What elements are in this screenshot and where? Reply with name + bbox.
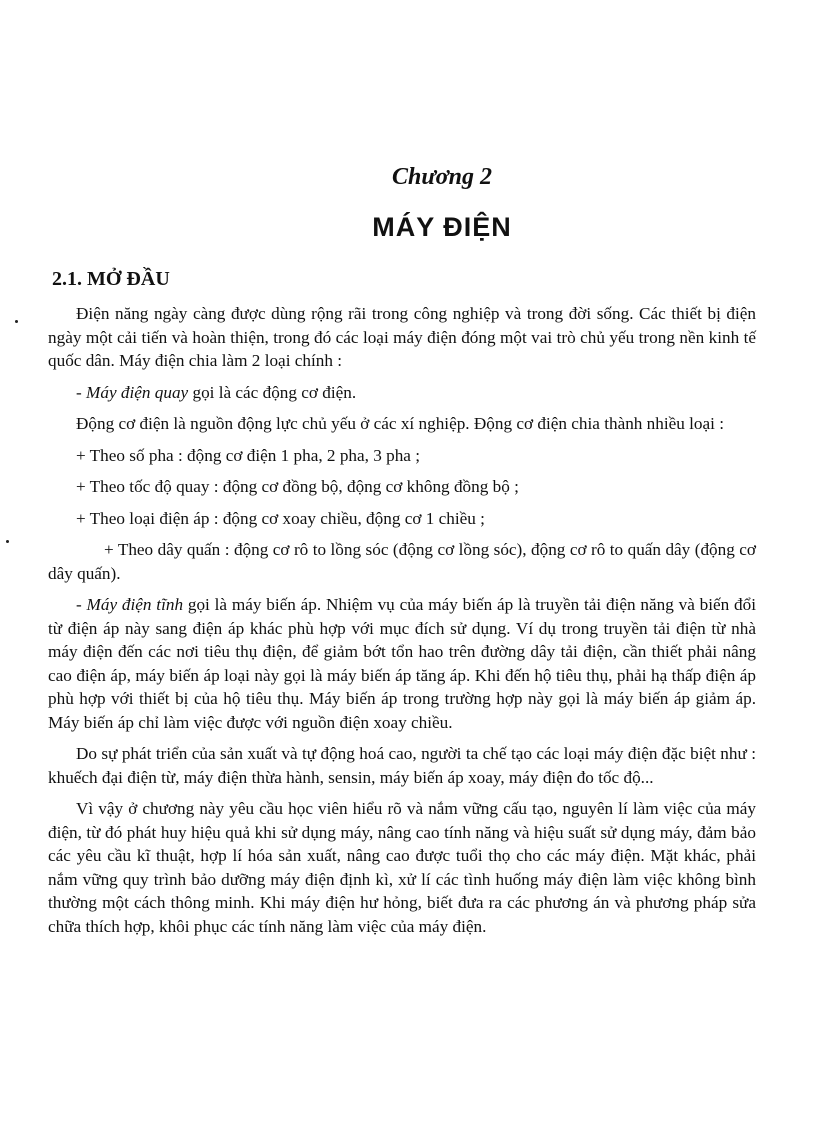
dash-prefix: -: [76, 382, 87, 402]
paragraph-special-machines: Do sự phát triển của sản xuất và tự động hoá cao, người ta chế tạo các loại máy điện đặc biệt như : khuếch đại điện từ, máy điện thừa hành, sensin, máy biến áp xoay, máy điện đo tốc độ...: [48, 744, 756, 787]
dash-prefix: -: [76, 595, 87, 614]
chapter-label: Chương 2: [392, 164, 492, 190]
list-item-phases: + Theo số pha : động cơ điện 1 pha, 2 pha, 3 pha ;: [76, 445, 421, 465]
chapter-title: MÁY ĐIỆN: [372, 212, 512, 242]
paragraph-motor-types: Động cơ điện là nguồn động lực chủ yếu ở các xí nghiệp. Động cơ điện chia thành nhiều loại :: [76, 414, 725, 433]
scan-speck: [6, 540, 9, 543]
list-item-speed: + Theo tốc độ quay : động cơ đồng bộ, động cơ không đồng bộ ;: [76, 477, 519, 496]
term-static-machine: Máy điện tĩnh: [86, 595, 184, 614]
list-item-winding: + Theo dây quấn : động cơ rô to lồng sóc (động cơ lồng sóc), động cơ rô to quấn dây (động cơ dây quấn).: [48, 540, 756, 583]
term-rotating-machine: Máy điện quay: [86, 382, 189, 402]
paragraph-text: gọi là các động cơ điện.: [188, 382, 357, 402]
paragraph-rotating-machines: [48, 381, 756, 405]
paragraph-static-machines: [48, 593, 756, 734]
body-text: [48, 302, 756, 946]
section-heading: 2.1. MỞ ĐẦU: [52, 268, 170, 290]
paragraph-text: gọi là máy biến áp. Nhiệm vụ của máy biến áp là truyền tải điện năng và biến đổi từ điện áp này sang điện áp khác phù hợp với mục đích sử dụng. Ví dụ trong truyền tải điện từ nhà máy điện đến các nơi tiêu thụ điện, để giảm bớt tổn hao trên đường dây tải điện, cần thiết phải nâng cao điện áp, máy biến áp loại này gọi là máy biến áp tăng áp. Khi đến hộ tiêu thụ, phải hạ thấp điện áp phù hợp với thiết bị của hộ tiêu thụ. Máy biến áp trong trường hợp này gọi là máy biến áp giảm áp. Máy biến áp chỉ làm việc được với nguồn điện xoay chiều.: [48, 595, 757, 732]
scan-speck: [15, 320, 18, 323]
document-page: [48, 0, 760, 1123]
paragraph-chapter-goals: Vì vậy ở chương này yêu cầu học viên hiểu rõ và nắm vững cấu tạo, nguyên lí làm việc của máy điện, từ đó phát huy hiệu quả khi sử dụng máy, nâng cao tính năng và hiệu suất sử dụng máy, đảm bảo các yêu cầu kĩ thuật, hợp lí hóa sản xuất, nâng cao được tuổi thọ cho các máy điện. Mặt khác, phải nắm vững quy trình bảo dưỡng máy điện định kì, xử lí các tình huống máy điện làm việc không bình thường một cách thông minh. Khi máy điện hư hỏng, biết đưa ra các phương án và phương pháp sửa chữa thích hợp, khôi phục các tính năng làm việc của máy điện.: [48, 799, 756, 936]
paragraph-intro: Điện năng ngày càng được dùng rộng rãi trong công nghiệp và trong đời sống. Các thiết bị điện ngày một cải tiến và hoàn thiện, trong đó các loại máy điện đóng một vai trò chủ yếu trong nền kinh tế quốc dân. Máy điện chia làm 2 loại chính :: [48, 304, 756, 370]
list-item-voltage: + Theo loại điện áp : động cơ xoay chiều, động cơ 1 chiều ;: [76, 508, 485, 528]
